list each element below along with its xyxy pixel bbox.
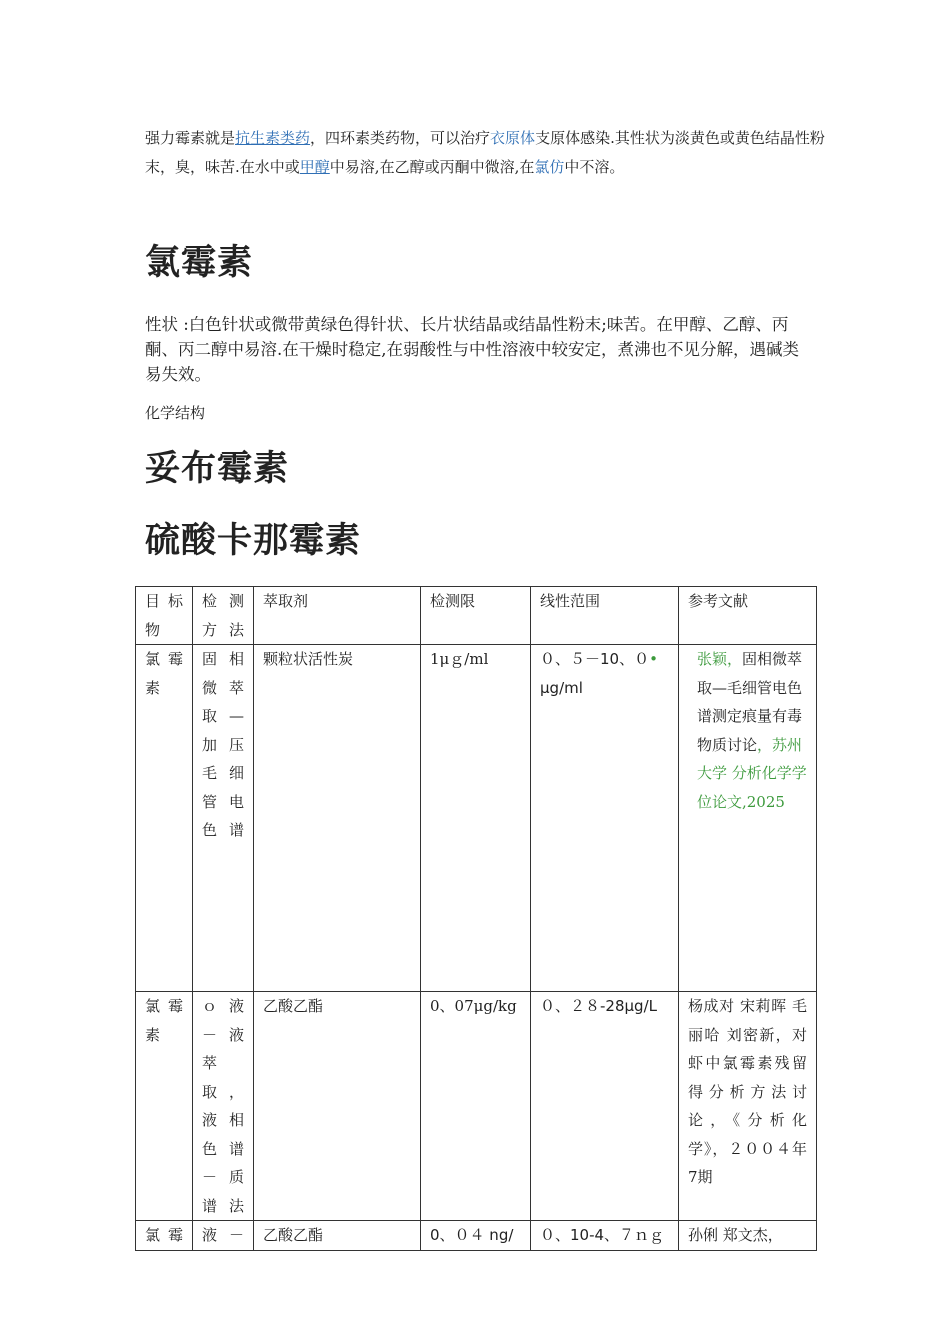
ref-title: 固相微萃取—毛细管电色谱测定痕量有毒物质讨论 bbox=[697, 650, 803, 754]
table-row bbox=[136, 992, 817, 1221]
chem-structure-label: 化学结构 bbox=[145, 404, 206, 422]
cell-target: 氯霉 bbox=[136, 1221, 193, 1251]
bullet-mark: • bbox=[649, 650, 658, 668]
cell-method: 液－ bbox=[193, 1221, 254, 1251]
table-row bbox=[136, 645, 817, 992]
link-chlamydia[interactable]: 衣原体 bbox=[490, 129, 536, 147]
ref-author: 张颖， bbox=[697, 650, 743, 668]
cell-limit: 1μｇ/ml bbox=[421, 645, 531, 992]
ref-source: ，苏州大学 分析化学学位论文,2025 bbox=[697, 735, 807, 811]
header-reference: 参考文献 bbox=[679, 587, 817, 645]
cell-extractant: 乙酸乙酯 bbox=[254, 1221, 421, 1251]
header-extractant: 萃取剂 bbox=[254, 587, 421, 645]
intro-text-5: 中不溶。 bbox=[564, 158, 625, 176]
range-unit: μg/ml bbox=[540, 678, 583, 697]
chloramphenicol-description: 性状 :白色针状或微带黄绿色得针状、长片状结晶或结晶性粉末;味苦。在甲醇、乙醇、丙酮、丙二醇中易溶.在干燥时稳定,在弱酸性与中性溶液中较安定，煮沸也不见分解，遇碱类易失效。 bbox=[145, 315, 799, 384]
header-method: 检测方法 bbox=[193, 587, 254, 645]
intro-text-1: 强力霉素就是 bbox=[145, 129, 236, 147]
heading-chloramphenicol: 氯霉素 bbox=[145, 242, 254, 283]
cell-extractant: 颗粒状活性炭 bbox=[254, 645, 421, 992]
link-chloroform[interactable]: 氯仿 bbox=[534, 158, 565, 176]
cell-reference: 孙俐 郑文杰， bbox=[679, 1221, 817, 1251]
intro-text-4: 中易溶,在乙醇或丙酮中微溶,在 bbox=[329, 158, 535, 176]
heading-tobramycin: 妥布霉素 bbox=[145, 448, 290, 489]
cell-range bbox=[531, 645, 679, 992]
link-methanol[interactable]: 甲醇 bbox=[299, 158, 330, 176]
cell-method: ｏ液－液萃取，液相色谱－质谱法 bbox=[193, 992, 254, 1221]
cell-limit: 0、０４ ng/ bbox=[421, 1221, 531, 1251]
cell-target: 氯霉素 bbox=[136, 645, 193, 992]
table-header-row bbox=[136, 587, 817, 645]
header-range: 线性范围 bbox=[531, 587, 679, 645]
intro-text-3: 支原体感染.其性状为淡黄色或黄色结晶性粉末，臭，味苦.在水中或 bbox=[145, 129, 825, 176]
intro-paragraph bbox=[145, 124, 825, 182]
cell-method: 固相微萃取—加压毛细管电色谱 bbox=[193, 645, 254, 992]
cell-target: 氯霉素 bbox=[136, 992, 193, 1221]
cell-limit: 0、07μg/kg bbox=[421, 992, 531, 1221]
range-text: ０、５－10、０ bbox=[540, 650, 650, 668]
cell-reference: 杨成对 宋莉晖 毛丽哈 刘密新，对虾中氯霉素残留得分析方法讨论，《分析化学》，２００４年7期 bbox=[679, 992, 817, 1221]
header-target: 目标物 bbox=[136, 587, 193, 645]
header-limit: 检测限 bbox=[421, 587, 531, 645]
table-row bbox=[136, 1221, 817, 1251]
detection-methods-table bbox=[135, 586, 817, 1251]
cell-reference bbox=[679, 645, 817, 992]
cell-range: ０、10-4、７ｎｇ bbox=[531, 1221, 679, 1251]
intro-text-2: ，四环素类药物，可以治疗 bbox=[310, 129, 491, 147]
cell-extractant: 乙酸乙酯 bbox=[254, 992, 421, 1221]
link-antibiotics[interactable]: 抗生素类药 bbox=[235, 129, 311, 147]
cell-range: ０、２８-28μg/L bbox=[531, 992, 679, 1221]
heading-kanamycin: 硫酸卡那霉素 bbox=[145, 520, 362, 561]
